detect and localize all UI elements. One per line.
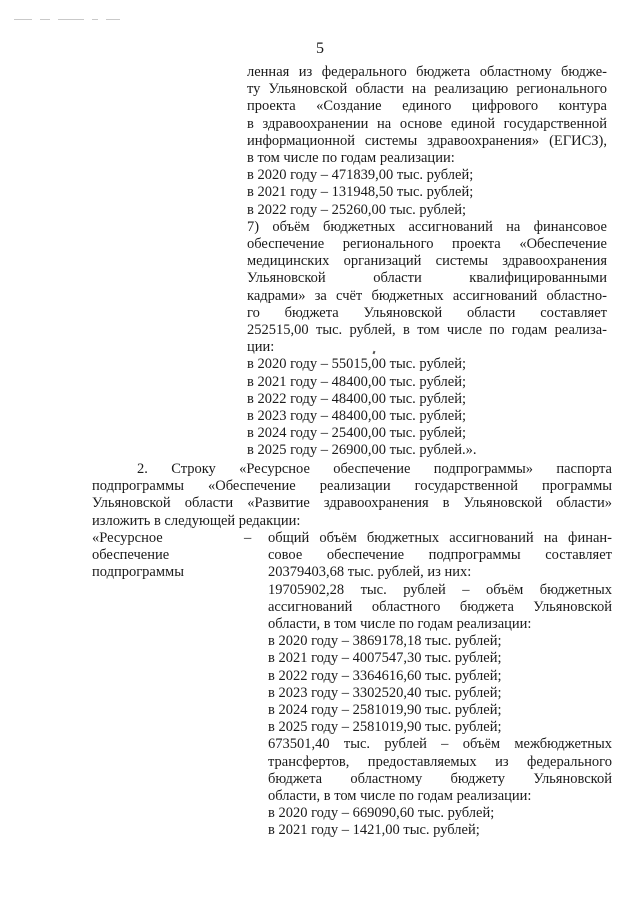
resource-label-line: подпрограммы [92,564,184,581]
text-line: в 2025 году – 26900,00 тыс. рублей.». [247,442,477,459]
text-line: проекта «Создание единого цифрового контура [247,98,607,115]
text-line: в 2022 году – 25260,00 тыс. рублей; [247,201,467,218]
paragraph-item-2 [92,461,612,530]
resource-text-line: в 2021 году – 1421,00 тыс. рублей; [268,822,480,839]
resource-label-line: обеспечение [92,547,170,564]
text-line: в 2023 году – 48400,00 тыс. рублей; [247,408,467,425]
resource-text-line: в 2025 году – 2581019,90 тыс. рублей; [268,719,502,736]
text-line: в 2020 году – 471839,00 тыс. рублей; [247,167,474,184]
text-line: ции: [247,339,275,356]
text-line: информационной системы здравоохранения» (ЕГИСЗ), [247,132,607,149]
resource-row-label [92,530,232,582]
resource-text-line: в 2024 году – 2581019,90 тыс. рублей; [268,702,502,719]
resource-text-line: бюджета областному бюджету Ульяновской [268,770,612,787]
resource-row-body [268,530,612,840]
text-line: го бюджета Ульяновской области составляет [247,304,607,321]
text-line: в 2020 году – 55015,00 тыс. рублей; [247,356,467,373]
text-line: в 2021 году – 131948,50 тыс. рублей; [247,184,474,201]
text-line: 252515,00 тыс. рублей, в том числе по годам реализа- [247,322,607,339]
resource-text-line: в 2020 году – 3869178,18 тыс. рублей; [268,633,502,650]
text-line: Ульяновской области «Развитие здравоохранения в Ульяновской области» [92,495,612,512]
text-line: в том числе по годам реализации: [247,150,455,167]
text-line: 7) объём бюджетных ассигнований на финансовое [247,218,607,235]
resource-text-line: в 2023 году – 3302520,40 тыс. рублей; [268,684,502,701]
resource-text-line: 673501,40 тыс. рублей – объём межбюджетных [268,736,612,753]
text-line: ленная из федерального бюджета областному бюдже- [247,64,607,80]
text-line: ту Ульяновской области на реализацию регионального [247,81,607,98]
resource-label-line: «Ресурсное [92,530,163,546]
resource-text-line: в 2022 году – 3364616,60 тыс. рублей; [268,667,502,684]
resource-row-dash: – [244,530,252,546]
resource-text-line: области, в том числе по годам реализации: [268,616,532,633]
resource-text-line: 19705902,28 тыс. рублей – объём бюджетных [268,581,612,598]
page-number: 5 [316,40,324,57]
resource-text-line: области, в том числе по годам реализации: [268,788,532,805]
text-line: кадрами» за счёт бюджетных ассигнований областно- [247,287,607,304]
paragraph-funding-continuation [247,64,607,460]
text-line: в 2024 году – 25400,00 тыс. рублей; [247,425,467,442]
resource-text-line: трансфертов, предоставляемых из федерального [268,753,612,770]
text-line: изложить в следующей редакции: [92,512,301,529]
text-line: медицинских организаций системы здравоохранения [247,253,607,270]
text-line: обеспечение регионального проекта «Обеспечение [247,236,607,253]
resource-text-line: ассигнований областного бюджета Ульяновской [268,598,612,615]
text-line: в здравоохранении на основе единой государственной [247,115,607,132]
resource-text-line: в 2020 году – 669090,60 тыс. рублей; [268,805,495,822]
scan-artifact [14,10,314,16]
resource-text-line: в 2021 году – 4007547,30 тыс. рублей; [268,650,502,667]
text-line: подпрограммы «Обеспечение реализации государственной программы [92,478,612,495]
text-line: в 2021 году – 48400,00 тыс. рублей; [247,373,467,390]
resource-text-line: совое обеспечение подпрограммы составляет [268,547,612,564]
resource-text-line: общий объём бюджетных ассигнований на финан- [268,530,612,546]
text-line: 2. Строку «Ресурсное обеспечение подпрограммы» паспорта [137,461,612,477]
resource-text-line: 20379403,68 тыс. рублей, из них: [268,564,472,581]
text-line: в 2022 году – 48400,00 тыс. рублей; [247,390,467,407]
text-line: Ульяновской области квалифицированными [247,270,607,287]
